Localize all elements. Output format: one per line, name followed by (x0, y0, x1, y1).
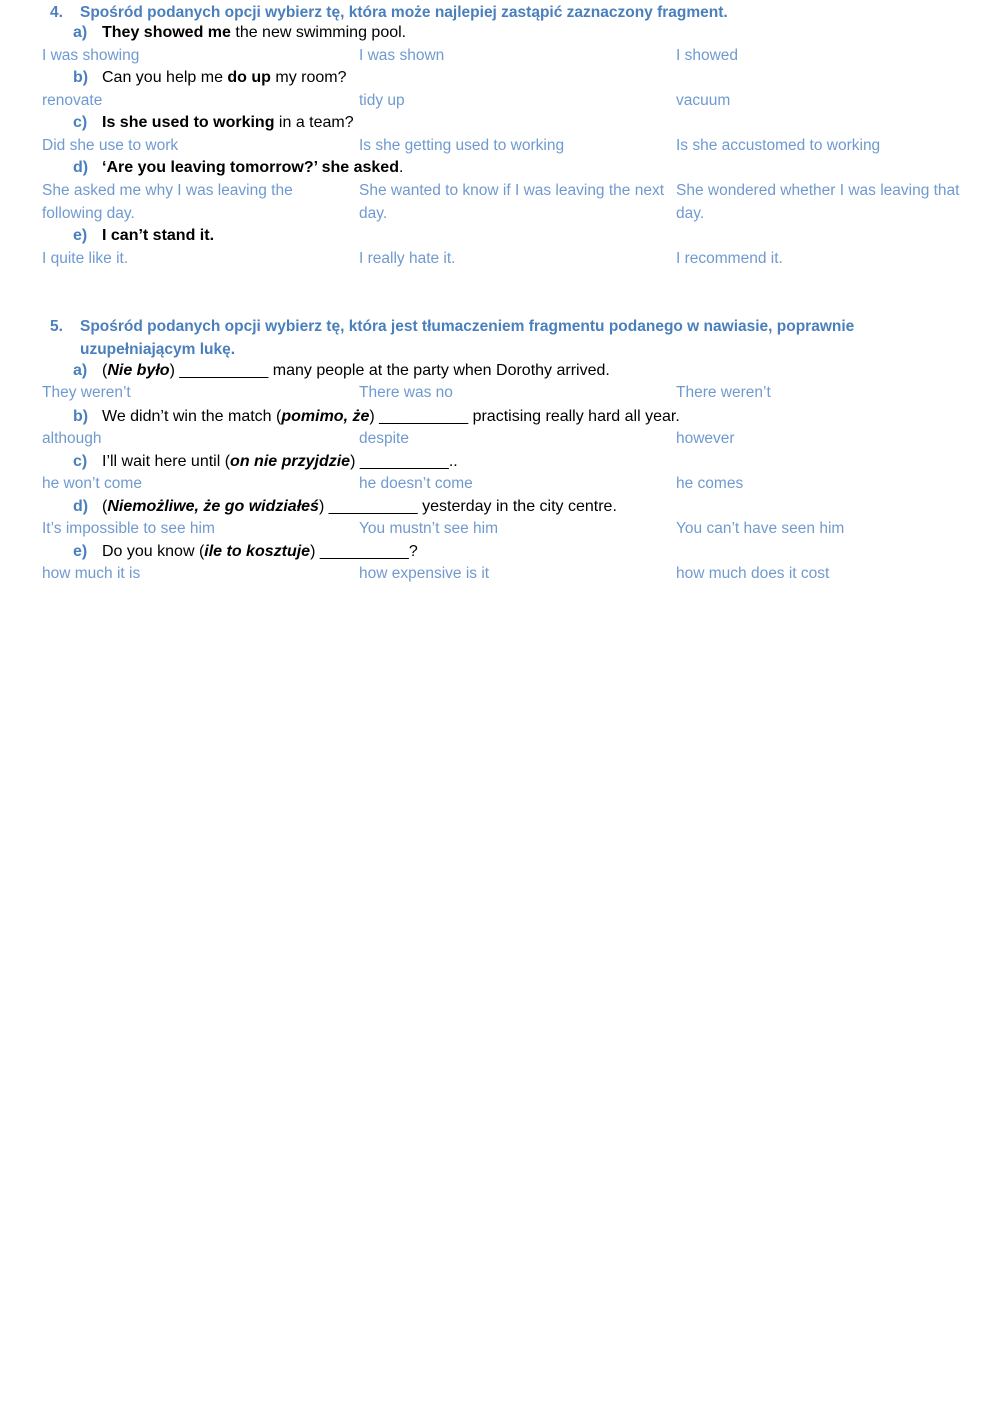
question-4c (73, 112, 354, 134)
option-4b-1[interactable]: renovate (42, 92, 103, 109)
question-text: ) __________.. (350, 453, 458, 470)
question-letter: b) (73, 408, 89, 425)
question-text: the new swimming pool. (230, 24, 407, 41)
option-4d-2[interactable]: She wanted to know if I was leaving the next day. (359, 182, 665, 222)
question-text: Do you know ( (102, 543, 205, 560)
question-letter: a) (73, 362, 88, 379)
marked-fragment: ‘Are you leaving tomorrow?’ she asked (102, 159, 399, 176)
question-letter: e) (73, 543, 88, 560)
option-5c-3[interactable]: he comes (676, 475, 744, 492)
question-5e (73, 541, 418, 563)
section-4-title: Spośród podanych opcji wybierz tę, która może najlepiej zastąpić zaznaczony fragment. (80, 4, 728, 21)
option-5a-2[interactable]: There was no (359, 384, 453, 401)
option-5c-1[interactable]: he won’t come (42, 475, 142, 492)
option-5d-3[interactable]: You can’t have seen him (676, 520, 845, 537)
question-letter: e) (73, 227, 88, 244)
polish-fragment: on nie przyjdzie (230, 453, 351, 470)
marked-fragment: I can’t stand it. (102, 227, 215, 244)
question-text: I’ll wait here until ( (102, 453, 231, 470)
question-text: my room? (270, 69, 347, 86)
option-4e-1[interactable]: I quite like it. (42, 250, 129, 267)
question-text: . (398, 159, 404, 176)
question-letter: b) (73, 69, 89, 86)
option-4b-3[interactable]: vacuum (676, 92, 731, 109)
question-text: ( (102, 362, 108, 379)
marked-fragment: Is she used to working (102, 114, 275, 131)
option-5e-2[interactable]: how expensive is it (359, 565, 490, 582)
question-text: ( (102, 498, 108, 515)
section-5-number: 5. (50, 318, 63, 335)
marked-fragment: do up (227, 69, 271, 86)
polish-fragment: Niemożliwe, że go widziałeś (107, 498, 319, 515)
option-5e-1[interactable]: how much it is (42, 565, 141, 582)
polish-fragment: ile to kosztuje (204, 543, 311, 560)
option-4a-1[interactable]: I was showing (42, 47, 140, 64)
option-4c-3[interactable]: Is she accustomed to working (676, 137, 881, 154)
question-5a (73, 360, 610, 382)
question-5b (73, 406, 680, 428)
polish-fragment: Nie było (107, 362, 170, 379)
option-4d-3[interactable]: She wondered whether I was leaving that day. (676, 182, 960, 222)
option-4b-2[interactable]: tidy up (359, 92, 405, 109)
option-5b-1[interactable]: although (42, 430, 102, 447)
question-letter: c) (73, 453, 88, 470)
option-4d-1[interactable]: She asked me why I was leaving the following day. (42, 182, 293, 222)
option-4c-1[interactable]: Did she use to work (42, 137, 179, 154)
marked-fragment: They showed me (102, 24, 231, 41)
question-5c (73, 451, 458, 473)
question-text: ) __________ many people at the party when Dorothy arrived. (169, 362, 610, 379)
question-4b (73, 67, 347, 89)
question-4a (73, 22, 406, 44)
question-text: Can you help me (102, 69, 228, 86)
section-4-heading (50, 1, 950, 24)
option-4a-3[interactable]: I showed (676, 47, 739, 64)
option-5d-1[interactable]: It’s impossible to see him (42, 520, 215, 537)
question-letter: d) (73, 159, 89, 176)
question-text: We didn’t win the match ( (102, 408, 282, 425)
option-5c-2[interactable]: he doesn’t come (359, 475, 473, 492)
option-5b-2[interactable]: despite (359, 430, 409, 447)
option-5a-1[interactable]: They weren’t (42, 384, 131, 401)
option-4a-2[interactable]: I was shown (359, 47, 445, 64)
question-letter: d) (73, 498, 89, 515)
section-5-title: Spośród podanych opcji wybierz tę, która jest tłumaczeniem fragmentu podanego w nawiasie, poprawnie uzupełniającym lukę. (80, 318, 855, 358)
question-text: ) __________? (310, 543, 418, 560)
option-5a-3[interactable]: There weren’t (676, 384, 771, 401)
question-text: ) __________ practising really hard all year. (369, 408, 680, 425)
section-4-number: 4. (50, 4, 63, 21)
option-4e-2[interactable]: I really hate it. (359, 250, 456, 267)
question-text: ) __________ yesterday in the city centre. (318, 498, 617, 515)
question-letter: c) (73, 114, 88, 131)
option-5d-2[interactable]: You mustn’t see him (359, 520, 499, 537)
question-5d (73, 496, 617, 518)
polish-fragment: pomimo, że (281, 408, 370, 425)
section-5-heading (50, 315, 950, 361)
option-5b-3[interactable]: however (676, 430, 735, 447)
option-4e-3[interactable]: I recommend it. (676, 250, 783, 267)
option-5e-3[interactable]: how much does it cost (676, 565, 830, 582)
question-4e (73, 225, 214, 247)
question-letter: a) (73, 24, 88, 41)
question-text: in a team? (274, 114, 354, 131)
option-4c-2[interactable]: Is she getting used to working (359, 137, 565, 154)
question-4d (73, 157, 403, 179)
